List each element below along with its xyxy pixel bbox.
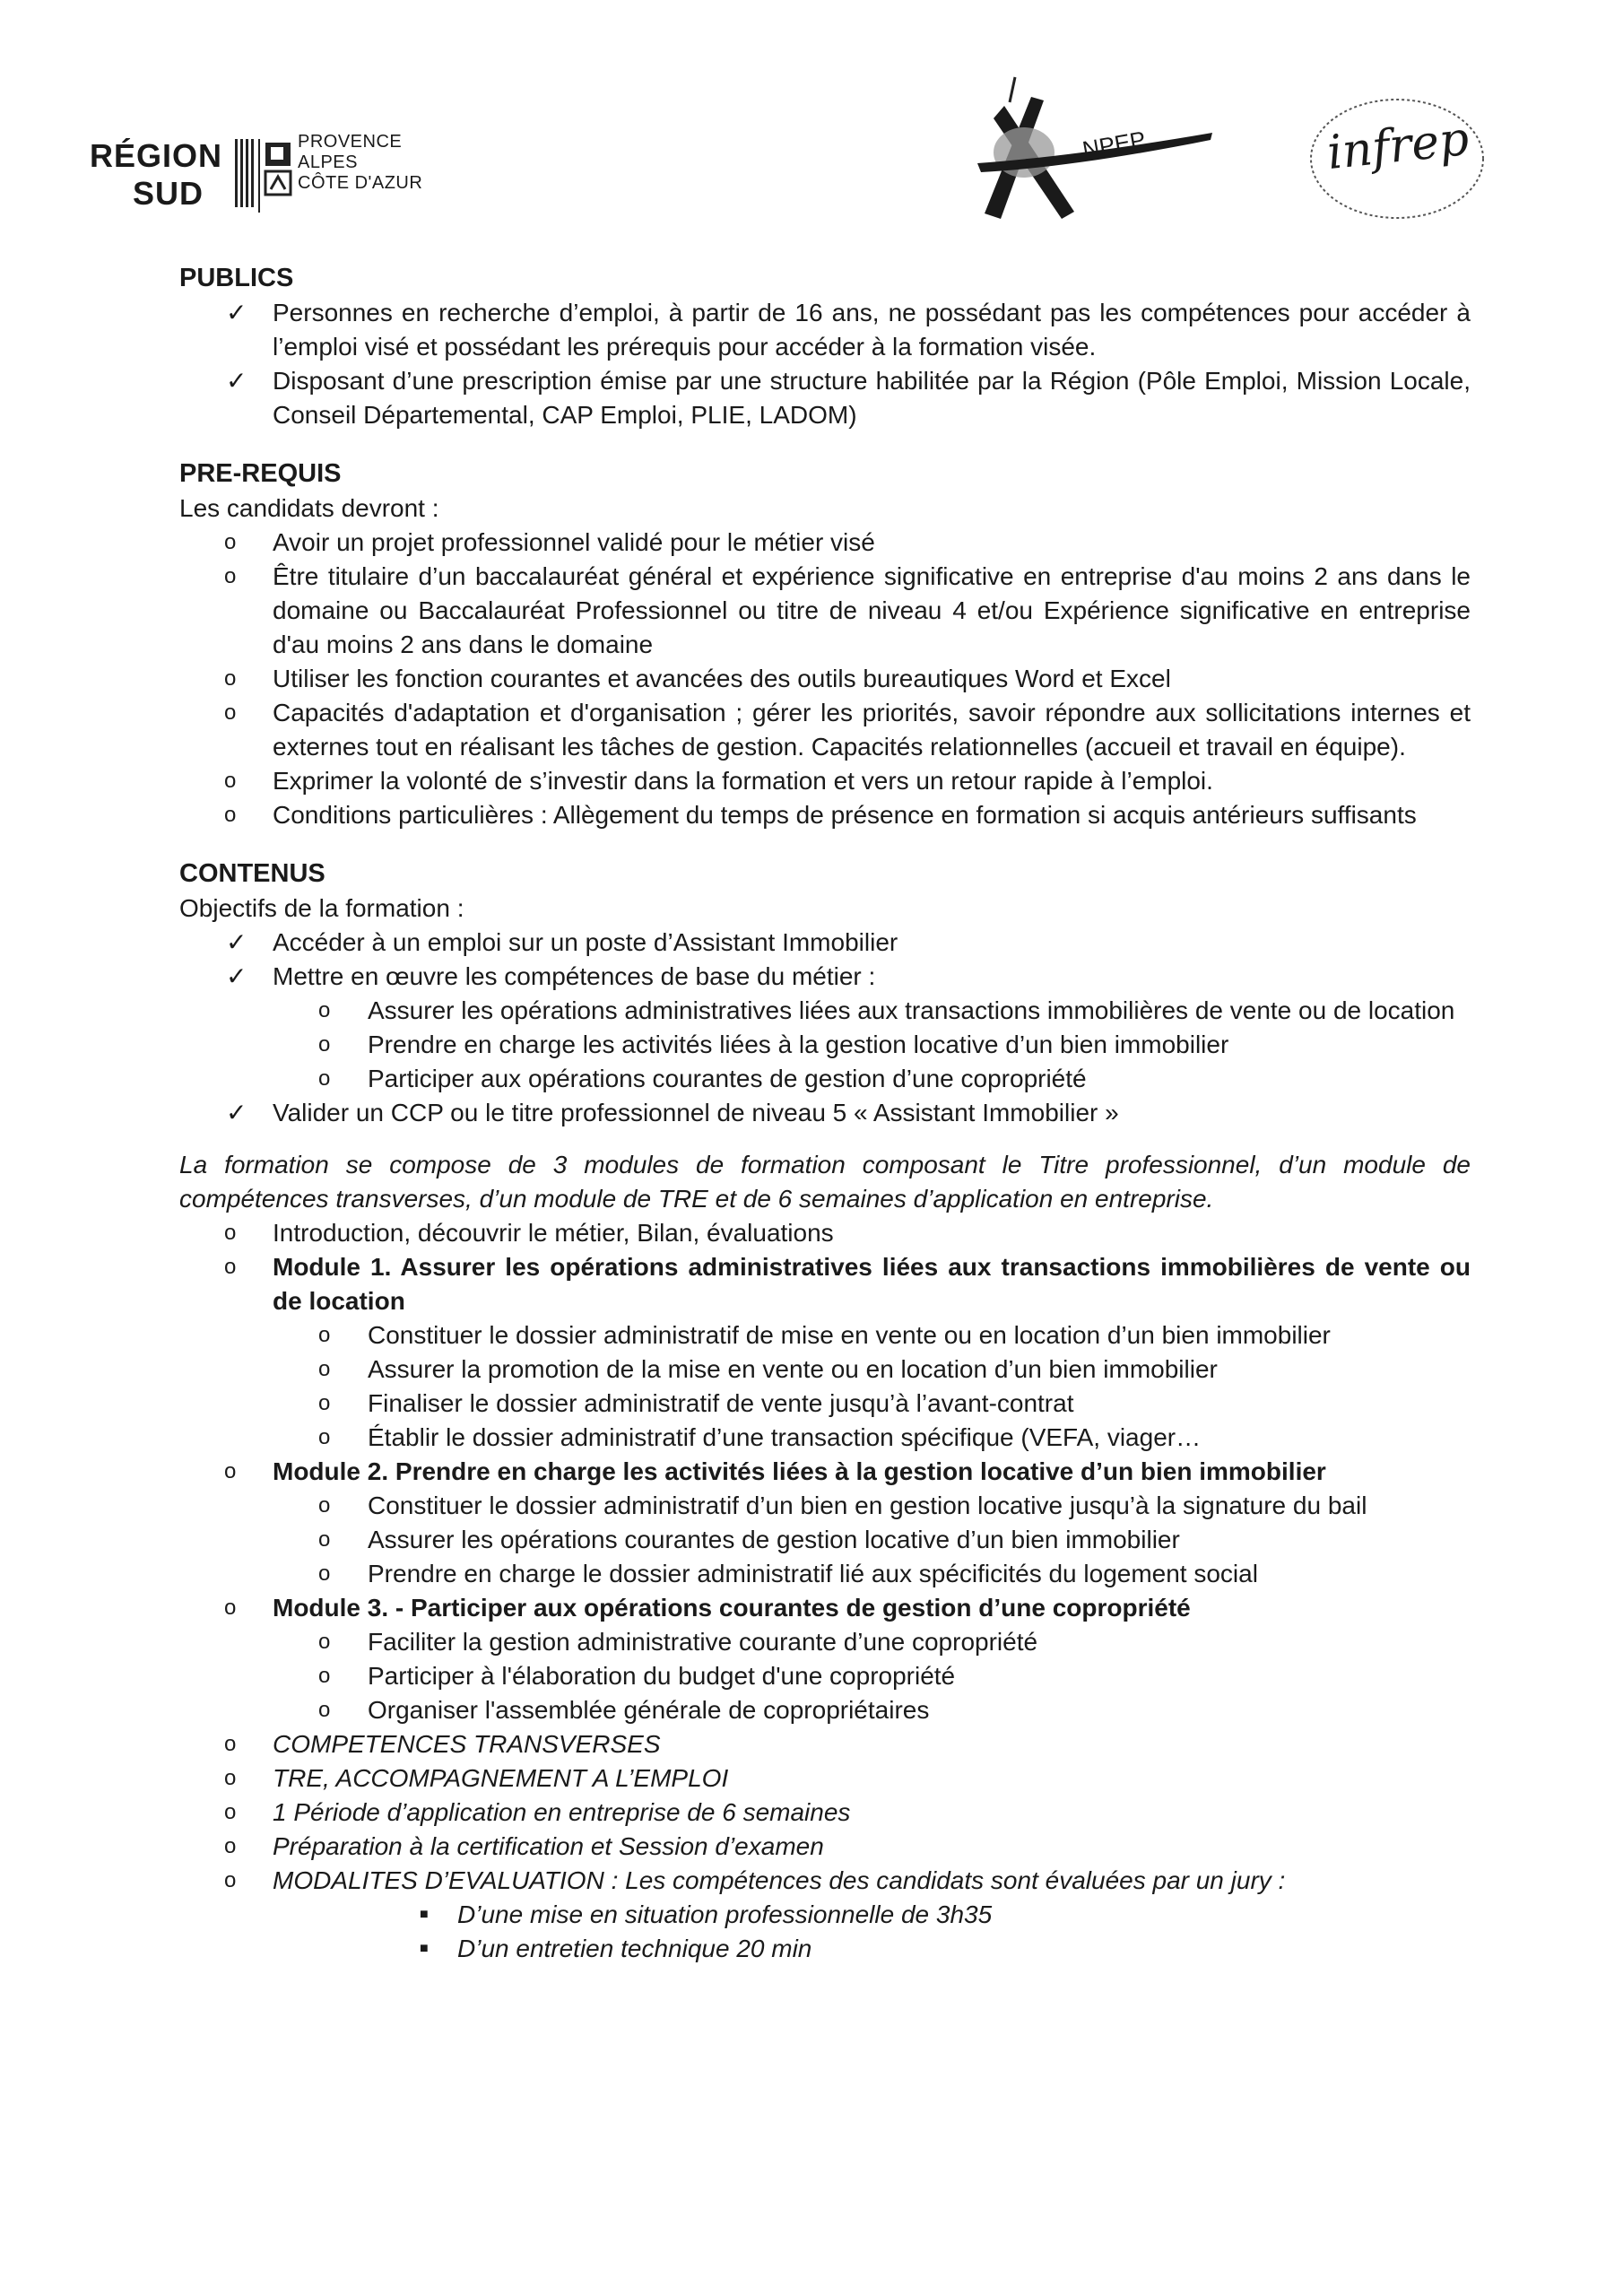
circle-bullet-icon: o xyxy=(224,1868,237,1892)
list-item: o Être titulaire d’un baccalauréat général et expérience significative en entreprise d'au moins 2 ans dans le domaine ou Baccalauréat Professionnel ou titre de niveau 4 et/ou Expérience significative en entreprise d'au moins 2 ans dans le domaine xyxy=(179,560,1471,662)
circle-bullet-icon: o xyxy=(318,1698,331,1722)
circle-bullet-icon: o xyxy=(224,1834,237,1858)
circle-bullet-icon: o xyxy=(318,1391,331,1415)
circle-bullet-icon: o xyxy=(318,1527,331,1552)
circle-bullet-icon: o xyxy=(224,666,237,691)
list-item: o COMPETENCES TRANSVERSES xyxy=(179,1727,1471,1761)
circle-bullet-icon: o xyxy=(318,1357,331,1381)
section-title-publics: PUBLICS xyxy=(179,264,294,292)
list-item: ✓ Mettre en œuvre les compétences de base du métier : o Assurer les opérations administratives liées aux transactions immobilières de vente ou de location o Prendre en charge les activités liées à la gestion locative d’un bien immobilier o Participer aux opérations courantes de gestion d’une copropriété xyxy=(179,960,1471,1096)
circle-bullet-icon: o xyxy=(224,1766,237,1790)
circle-bullet-icon: o xyxy=(318,1664,331,1688)
logo-sud-word: SUD xyxy=(133,175,204,212)
list-item: o Établir le dossier administratif d’une transaction spécifique (VEFA, viager… xyxy=(273,1421,1471,1455)
circle-bullet-icon: o xyxy=(318,1066,331,1091)
circle-bullet-icon: o xyxy=(318,1425,331,1449)
list-item: ✓ Accéder à un emploi sur un poste d’Assistant Immobilier xyxy=(179,926,1471,960)
document-body xyxy=(179,260,1471,1966)
evaluation-list xyxy=(273,1898,1471,1966)
list-item: o Capacités d'adaptation et d'organisation ; gérer les priorités, savoir répondre aux sollicitations internes et externes tout en réalisant les tâches de gestion. Capacités relationnelles (accueil et travail en équipe). xyxy=(179,696,1471,764)
list-item: o Préparation à la certification et Session d’examen xyxy=(179,1830,1471,1864)
module-item xyxy=(179,1455,1471,1591)
list-item: o Utiliser les fonction courantes et avancées des outils bureautiques Word et Excel xyxy=(179,662,1471,696)
list-item: o Introduction, découvrir le métier, Bilan, évaluations xyxy=(179,1216,1471,1250)
module-title: Module 3. - Participer aux opérations courantes de gestion d’une copropriété xyxy=(273,1594,1191,1622)
module-2-list xyxy=(273,1489,1471,1591)
checkmark-icon: ✓ xyxy=(226,962,247,990)
circle-bullet-icon: o xyxy=(224,1459,237,1483)
list-item: o Faciliter la gestion administrative courante d’une copropriété xyxy=(273,1625,1471,1659)
circle-bullet-icon: o xyxy=(224,1255,237,1279)
list-item: o Prendre en charge le dossier administratif lié aux spécificités du logement social xyxy=(273,1557,1471,1591)
checkmark-icon: ✓ xyxy=(226,367,247,395)
competences-list xyxy=(273,994,1471,1096)
square-bullet-icon: ■ xyxy=(420,1941,429,1956)
module-title: Module 2. Prendre en charge les activités liées à la gestion locative d’un bien immobilier xyxy=(273,1457,1326,1485)
square-bullet-icon: ■ xyxy=(420,1907,429,1922)
list-item: ■ D’un entretien technique 20 min xyxy=(273,1932,1471,1966)
module-title: Module 1. Assurer les opérations administratives liées aux transactions immobilières de vente ou de location xyxy=(273,1253,1471,1315)
circle-bullet-icon: o xyxy=(224,1732,237,1756)
formation-description: La formation se compose de 3 modules de formation composant le Titre professionnel, d’un module de compétences transverses, d’un module de TRE et de 6 semaines d’application en entreprise. xyxy=(179,1151,1471,1213)
modules-list xyxy=(179,1216,1471,1966)
anpep-logo xyxy=(968,70,1237,222)
list-item: ✓ Disposant d’une prescription émise par une structure habilitée par la Région (Pôle Emploi, Mission Locale, Conseil Départemental, CAP Emploi, PLIE, LADOM) xyxy=(179,364,1471,432)
publics-list xyxy=(179,296,1471,432)
section-contenus xyxy=(179,856,1471,1966)
module-item xyxy=(179,1591,1471,1727)
contenus-intro: Objectifs de la formation : xyxy=(179,894,464,922)
list-item: ✓ Valider un CCP ou le titre professionnel de niveau 5 « Assistant Immobilier » xyxy=(179,1096,1471,1130)
prerequis-intro: Les candidats devront : xyxy=(179,494,439,522)
list-item: o Participer aux opérations courantes de gestion d’une copropriété xyxy=(273,1062,1471,1096)
region-sud-logo xyxy=(90,130,466,220)
list-item: o Assurer les opérations administratives liées aux transactions immobilières de vente ou de location xyxy=(273,994,1471,1028)
circle-bullet-icon: o xyxy=(224,769,237,793)
circle-bullet-icon: o xyxy=(318,1630,331,1654)
list-item: o Constituer le dossier administratif d’un bien en gestion locative jusqu’à la signature du bail xyxy=(273,1489,1471,1523)
list-item: o Finaliser le dossier administratif de vente jusqu’à l’avant-contrat xyxy=(273,1387,1471,1421)
module-1-list xyxy=(273,1318,1471,1455)
circle-bullet-icon: o xyxy=(224,803,237,827)
list-item: o MODALITES D’EVALUATION : Les compétences des candidats sont évaluées par un jury : ■ D’une mise en situation professionnelle de 3h35 ■ D’un entretien technique 20 min xyxy=(179,1864,1471,1966)
list-item: o Assurer la promotion de la mise en vente ou en location d’un bien immobilier xyxy=(273,1352,1471,1387)
circle-bullet-icon: o xyxy=(318,1493,331,1518)
circle-bullet-icon: o xyxy=(224,700,237,725)
infrep-logo-text: infrep xyxy=(1324,111,1471,181)
logo-region-word: RÉGION xyxy=(90,137,223,174)
list-item: o Constituer le dossier administratif de mise en vente ou en location d’un bien immobilier xyxy=(273,1318,1471,1352)
list-item: o Exprimer la volonté de s’investir dans la formation et vers un retour rapide à l’emploi. xyxy=(179,764,1471,798)
list-item: o Prendre en charge les activités liées à la gestion locative d’un bien immobilier xyxy=(273,1028,1471,1062)
list-item: ■ D’une mise en situation professionnelle de 3h35 xyxy=(273,1898,1471,1932)
circle-bullet-icon: o xyxy=(318,998,331,1022)
infrep-logo xyxy=(1300,85,1497,229)
logo-region-subtitle: PROVENCE ALPES CÔTE D'AZUR xyxy=(298,132,423,193)
section-title-contenus: CONTENUS xyxy=(179,859,325,888)
section-title-prerequis: PRE-REQUIS xyxy=(179,459,342,488)
circle-bullet-icon: o xyxy=(224,1800,237,1824)
module-item xyxy=(179,1250,1471,1455)
checkmark-icon: ✓ xyxy=(226,299,247,326)
circle-bullet-icon: o xyxy=(224,564,237,588)
module-3-list xyxy=(273,1625,1471,1727)
list-item: o Organiser l'assemblée générale de copropriétaires xyxy=(273,1693,1471,1727)
list-item: o TRE, ACCOMPAGNEMENT A L’EMPLOI xyxy=(179,1761,1471,1796)
list-item: o Avoir un projet professionnel validé pour le métier visé xyxy=(179,526,1471,560)
list-item: o Assurer les opérations courantes de gestion locative d’un bien immobilier xyxy=(273,1523,1471,1557)
region-emblem-icon xyxy=(235,134,294,213)
list-item: o Participer à l'élaboration du budget d'une copropriété xyxy=(273,1659,1471,1693)
list-item: o 1 Période d’application en entreprise de 6 semaines xyxy=(179,1796,1471,1830)
circle-bullet-icon: o xyxy=(318,1323,331,1347)
list-item: o Conditions particulières : Allègement du temps de présence en formation si acquis antérieurs suffisants xyxy=(179,798,1471,832)
objectives-list xyxy=(179,926,1471,1130)
circle-bullet-icon: o xyxy=(318,1561,331,1586)
checkmark-icon: ✓ xyxy=(226,928,247,956)
circle-bullet-icon: o xyxy=(318,1032,331,1057)
prerequis-list xyxy=(179,526,1471,832)
circle-bullet-icon: o xyxy=(224,1221,237,1245)
circle-bullet-icon: o xyxy=(224,1596,237,1620)
checkmark-icon: ✓ xyxy=(226,1099,247,1126)
anpep-logo-text: NPEP xyxy=(1080,126,1148,163)
circle-bullet-icon: o xyxy=(224,530,237,554)
list-item: ✓ Personnes en recherche d’emploi, à partir de 16 ans, ne possédant pas les compétences pour accéder à l’emploi visé et possédant les prérequis pour accéder à la formation visée. xyxy=(179,296,1471,364)
section-prerequis xyxy=(179,456,1471,832)
section-publics xyxy=(179,260,1471,432)
